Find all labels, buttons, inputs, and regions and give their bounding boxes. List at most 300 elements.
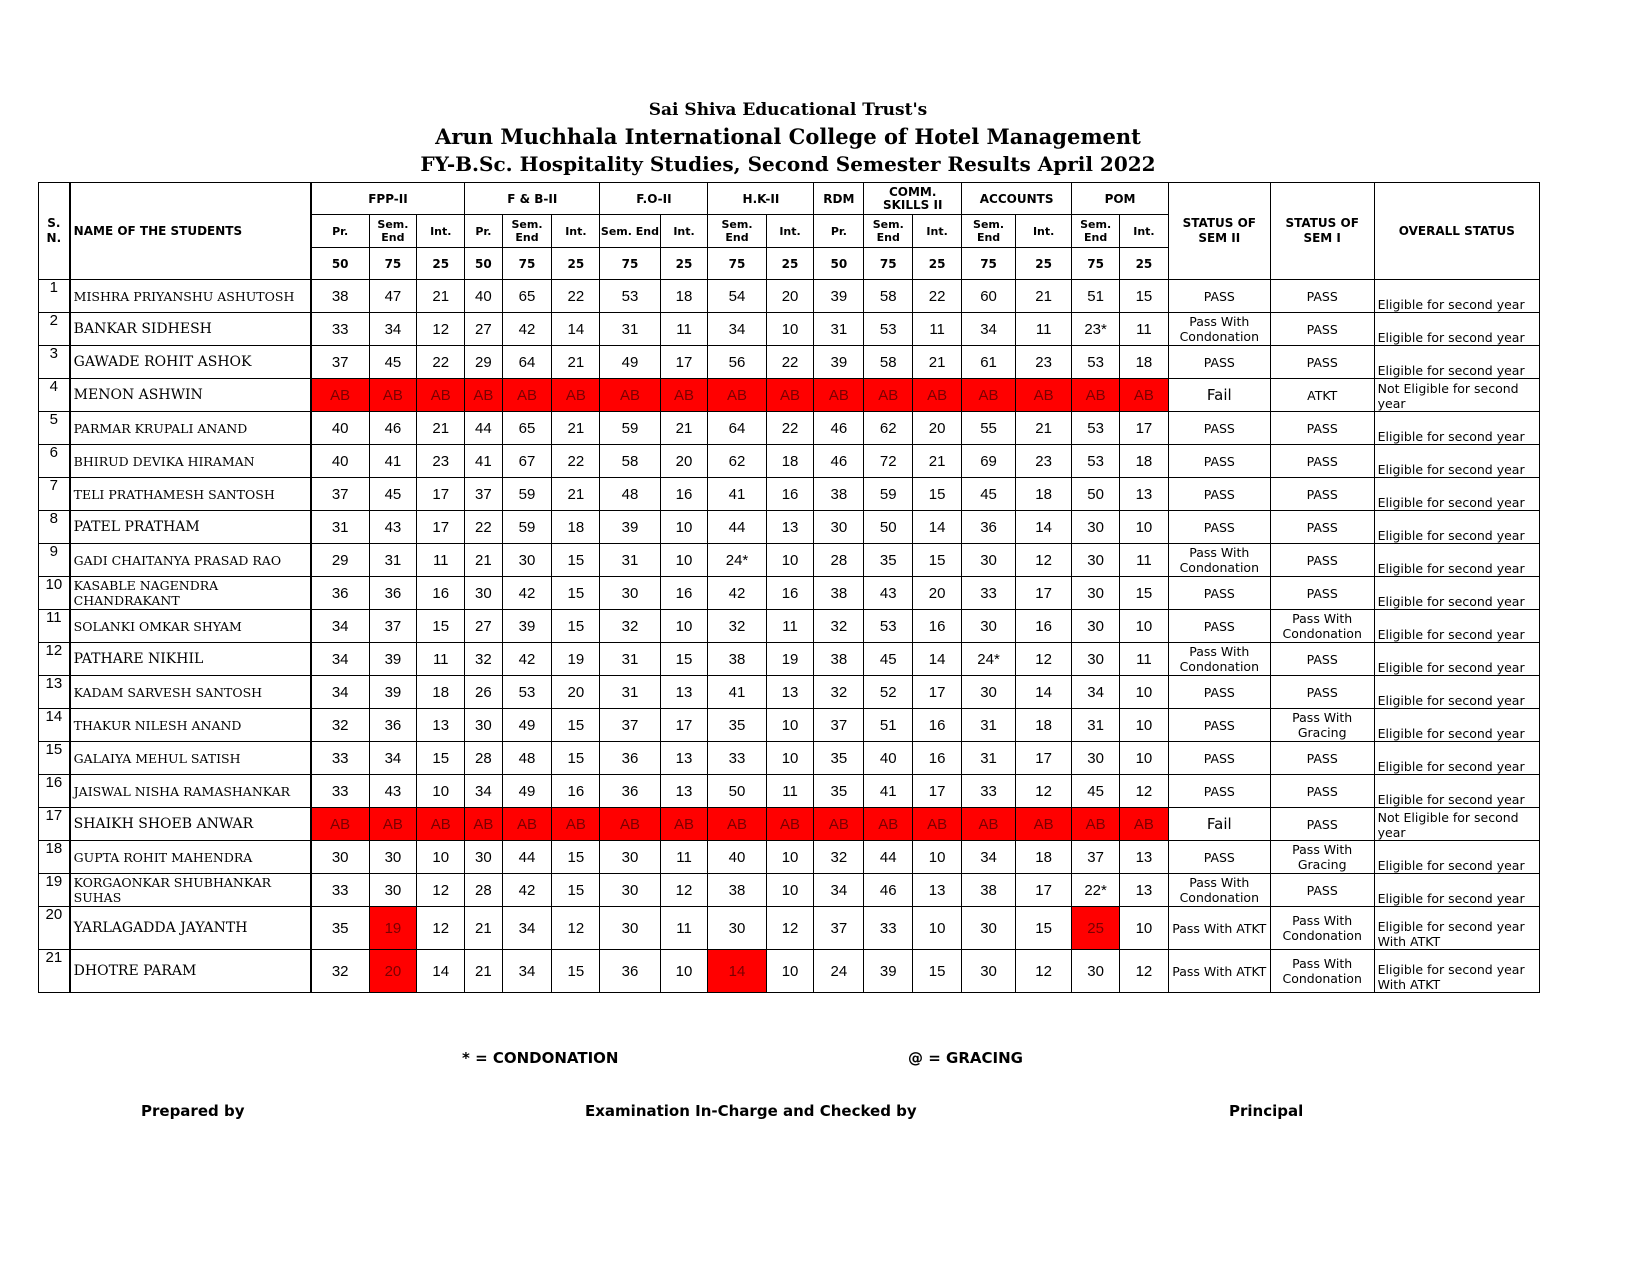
mark-cell: 39 — [814, 280, 864, 313]
mark-cell: 37 — [311, 346, 369, 379]
trust-name: Sai Shiva Educational Trust's — [648, 100, 928, 120]
max-marks-cell: 25 — [766, 248, 814, 280]
mark-cell: AB — [814, 808, 864, 841]
mark-cell: 34 — [465, 775, 502, 808]
student-name: KORGAONKAR SHUBHANKAR SUHAS — [70, 874, 311, 907]
mark-cell: 32 — [600, 610, 660, 643]
mark-cell: AB — [962, 379, 1016, 412]
mark-cell: 42 — [502, 313, 552, 346]
mark-cell: 45 — [369, 346, 417, 379]
mark-cell: 30 — [1072, 643, 1120, 676]
mark-cell: 39 — [600, 511, 660, 544]
mark-cell: 15 — [552, 577, 600, 610]
status-sem1: PASS — [1270, 808, 1374, 841]
student-name: MENON ASHWIN — [70, 379, 311, 412]
mark-cell: 38 — [814, 577, 864, 610]
mark-cell: 28 — [465, 742, 502, 775]
mark-cell: 44 — [502, 841, 552, 874]
mark-cell: 37 — [311, 478, 369, 511]
mark-cell: 12 — [1016, 950, 1072, 993]
student-name: GADI CHAITANYA PRASAD RAO — [70, 544, 311, 577]
mark-cell: 30 — [1072, 950, 1120, 993]
mark-cell: 46 — [814, 412, 864, 445]
mark-cell: AB — [600, 808, 660, 841]
mark-cell: 22 — [552, 280, 600, 313]
status-sem2: PASS — [1168, 445, 1270, 478]
mark-cell: 21 — [552, 478, 600, 511]
subheader-cell: Int. — [1120, 215, 1169, 248]
mark-cell: 14 — [913, 511, 962, 544]
mark-cell: 30 — [465, 841, 502, 874]
subheader-cell: Int. — [766, 215, 814, 248]
mark-cell: 15 — [660, 643, 708, 676]
mark-cell: 30 — [708, 907, 766, 950]
mark-cell: 13 — [913, 874, 962, 907]
subheader-cell: Sem. End — [502, 215, 552, 248]
serial-number: 2 — [39, 313, 70, 346]
status-sem2: Fail — [1168, 379, 1270, 412]
mark-cell: 30 — [1072, 511, 1120, 544]
mark-cell: 18 — [552, 511, 600, 544]
mark-cell: AB — [311, 379, 369, 412]
mark-cell: 34 — [814, 874, 864, 907]
mark-cell: 38 — [962, 874, 1016, 907]
student-name: GAWADE ROHIT ASHOK — [70, 346, 311, 379]
mark-cell: 10 — [1120, 511, 1169, 544]
mark-cell: 22 — [913, 280, 962, 313]
mark-cell: 39 — [502, 610, 552, 643]
mark-cell: 30 — [1072, 610, 1120, 643]
group-fo: F.O-II — [600, 183, 708, 215]
mark-cell: 39 — [369, 676, 417, 709]
mark-cell: 59 — [600, 412, 660, 445]
mark-cell: 30 — [962, 676, 1016, 709]
status-sem2: PASS — [1168, 280, 1270, 313]
mark-cell: 12 — [1016, 643, 1072, 676]
mark-cell: 31 — [600, 544, 660, 577]
mark-cell: 17 — [660, 346, 708, 379]
status-sem2: PASS — [1168, 775, 1270, 808]
mark-cell: 21 — [913, 346, 962, 379]
overall-status: Eligible for second year — [1374, 478, 1539, 511]
mark-cell: 33 — [864, 907, 913, 950]
mark-cell: 10 — [766, 544, 814, 577]
mark-cell: 34 — [311, 643, 369, 676]
mark-cell: 14 — [552, 313, 600, 346]
serial-number: 14 — [39, 709, 70, 742]
serial-number: 8 — [39, 511, 70, 544]
mark-cell: 23* — [1072, 313, 1120, 346]
mark-cell: 10 — [766, 742, 814, 775]
serial-number: 17 — [39, 808, 70, 841]
status-sem1: Pass With Condonation — [1270, 950, 1374, 993]
student-name: BANKAR SIDHESH — [70, 313, 311, 346]
mark-cell: 17 — [660, 709, 708, 742]
overall-status: Eligible for second year — [1374, 610, 1539, 643]
mark-cell: 17 — [1016, 742, 1072, 775]
mark-cell: 40 — [311, 445, 369, 478]
mark-cell: AB — [552, 808, 600, 841]
mark-cell: 30 — [1072, 544, 1120, 577]
mark-cell: 34 — [1072, 676, 1120, 709]
mark-cell: AB — [864, 808, 913, 841]
mark-cell: 67 — [502, 445, 552, 478]
mark-cell: 22* — [1072, 874, 1120, 907]
status-sem1: PASS — [1270, 478, 1374, 511]
mark-cell: 19 — [552, 643, 600, 676]
mark-cell: 12 — [766, 907, 814, 950]
mark-cell: 53 — [1072, 445, 1120, 478]
mark-cell: 10 — [660, 544, 708, 577]
subheader-cell: Pr. — [814, 215, 864, 248]
student-row — [39, 950, 1540, 993]
mark-cell: 18 — [660, 280, 708, 313]
mark-cell: 23 — [1016, 346, 1072, 379]
mark-cell: AB — [1016, 808, 1072, 841]
mark-cell: 38 — [814, 643, 864, 676]
mark-cell: 72 — [864, 445, 913, 478]
mark-cell: 18 — [766, 445, 814, 478]
mark-cell: 43 — [369, 511, 417, 544]
mark-cell: 19 — [369, 907, 417, 950]
mark-cell: 13 — [1120, 478, 1169, 511]
group-pom: POM — [1072, 183, 1169, 215]
mark-cell: 16 — [913, 709, 962, 742]
mark-cell: 12 — [1016, 544, 1072, 577]
mark-cell: 30 — [962, 907, 1016, 950]
mark-cell: 28 — [814, 544, 864, 577]
mark-cell: 45 — [864, 643, 913, 676]
student-row — [39, 775, 1540, 808]
mark-cell: 30 — [962, 950, 1016, 993]
mark-cell: 47 — [369, 280, 417, 313]
status-sem2: PASS — [1168, 841, 1270, 874]
mark-cell: 11 — [766, 610, 814, 643]
mark-cell: 51 — [864, 709, 913, 742]
student-row — [39, 412, 1540, 445]
mark-cell: 26 — [465, 676, 502, 709]
mark-cell: 16 — [660, 577, 708, 610]
mark-cell: 11 — [1120, 643, 1169, 676]
student-name: SHAIKH SHOEB ANWAR — [70, 808, 311, 841]
status-sem2: PASS — [1168, 412, 1270, 445]
mark-cell: 10 — [660, 950, 708, 993]
status-sem1: PASS — [1270, 643, 1374, 676]
mark-cell: 11 — [660, 841, 708, 874]
student-row — [39, 742, 1540, 775]
mark-cell: 16 — [913, 742, 962, 775]
mark-cell: 15 — [1120, 280, 1169, 313]
mark-cell: 14 — [913, 643, 962, 676]
student-row — [39, 907, 1540, 950]
overall-status: Eligible for second year — [1374, 346, 1539, 379]
mark-cell: 15 — [552, 544, 600, 577]
mark-cell: 11 — [660, 907, 708, 950]
mark-cell: 30 — [465, 577, 502, 610]
mark-cell: 15 — [552, 742, 600, 775]
mark-cell: 42 — [502, 874, 552, 907]
mark-cell: 15 — [552, 950, 600, 993]
subheader-cell: Pr. — [311, 215, 369, 248]
status-sem1: PASS — [1270, 577, 1374, 610]
mark-cell: 69 — [962, 445, 1016, 478]
mark-cell: 50 — [708, 775, 766, 808]
mark-cell: 41 — [708, 676, 766, 709]
mark-cell: 17 — [913, 676, 962, 709]
overall-status: Eligible for second year — [1374, 412, 1539, 445]
mark-cell: 13 — [1120, 874, 1169, 907]
mark-cell: 11 — [766, 775, 814, 808]
student-name: KASABLE NAGENDRA CHANDRAKANT — [70, 577, 311, 610]
mark-cell: 52 — [864, 676, 913, 709]
mark-cell: AB — [502, 808, 552, 841]
max-marks-cell: 50 — [814, 248, 864, 280]
mark-cell: 65 — [502, 280, 552, 313]
serial-number: 20 — [39, 907, 70, 950]
mark-cell: 27 — [465, 610, 502, 643]
mark-cell: AB — [1120, 379, 1169, 412]
status-sem2: PASS — [1168, 610, 1270, 643]
mark-cell: AB — [1072, 379, 1120, 412]
overall-status: Eligible for second year — [1374, 874, 1539, 907]
student-row — [39, 313, 1540, 346]
mark-cell: 18 — [1016, 478, 1072, 511]
col-name: NAME OF THE STUDENTS — [70, 183, 311, 280]
mark-cell: 54 — [708, 280, 766, 313]
mark-cell: 30 — [600, 841, 660, 874]
mark-cell: AB — [913, 379, 962, 412]
mark-cell: 10 — [766, 709, 814, 742]
mark-cell: 12 — [1120, 950, 1169, 993]
mark-cell: 62 — [708, 445, 766, 478]
student-row — [39, 808, 1540, 841]
subheader-cell: Int. — [417, 215, 465, 248]
mark-cell: 32 — [311, 709, 369, 742]
mark-cell: 50 — [864, 511, 913, 544]
subheader-cell: Pr. — [465, 215, 502, 248]
mark-cell: 10 — [417, 775, 465, 808]
student-name: PATHARE NIKHIL — [70, 643, 311, 676]
group-comm: COMM. SKILLS II — [864, 183, 962, 215]
mark-cell: 39 — [864, 950, 913, 993]
overall-status: Eligible for second year — [1374, 676, 1539, 709]
mark-cell: 21 — [417, 280, 465, 313]
mark-cell: 38 — [708, 643, 766, 676]
mark-cell: 53 — [502, 676, 552, 709]
mark-cell: 44 — [708, 511, 766, 544]
mark-cell: 58 — [864, 346, 913, 379]
status-sem2: Pass With Condonation — [1168, 313, 1270, 346]
student-row — [39, 610, 1540, 643]
status-sem1: PASS — [1270, 412, 1374, 445]
mark-cell: 31 — [962, 742, 1016, 775]
mark-cell: 42 — [502, 643, 552, 676]
mark-cell: 14 — [1016, 676, 1072, 709]
student-row — [39, 874, 1540, 907]
mark-cell: 36 — [600, 950, 660, 993]
mark-cell: 35 — [814, 775, 864, 808]
mark-cell: AB — [465, 379, 502, 412]
serial-number: 5 — [39, 412, 70, 445]
mark-cell: 33 — [708, 742, 766, 775]
mark-cell: 10 — [1120, 709, 1169, 742]
mark-cell: AB — [502, 379, 552, 412]
mark-cell: 41 — [369, 445, 417, 478]
status-sem1: PASS — [1270, 775, 1374, 808]
status-sem2: Pass With Condonation — [1168, 643, 1270, 676]
serial-number: 7 — [39, 478, 70, 511]
mark-cell: 21 — [465, 544, 502, 577]
mark-cell: 65 — [502, 412, 552, 445]
mark-cell: 15 — [552, 841, 600, 874]
mark-cell: AB — [814, 379, 864, 412]
status-sem2: Pass With Condonation — [1168, 874, 1270, 907]
student-row — [39, 841, 1540, 874]
mark-cell: 17 — [417, 511, 465, 544]
mark-cell: 15 — [1016, 907, 1072, 950]
mark-cell: 13 — [417, 709, 465, 742]
status-sem1: PASS — [1270, 280, 1374, 313]
overall-status: Eligible for second year — [1374, 313, 1539, 346]
mark-cell: 29 — [465, 346, 502, 379]
subheader-cell: Sem. End — [600, 215, 660, 248]
mark-cell: 34 — [311, 676, 369, 709]
mark-cell: 58 — [864, 280, 913, 313]
mark-cell: 53 — [1072, 412, 1120, 445]
mark-cell: 10 — [1120, 676, 1169, 709]
mark-cell: 21 — [465, 907, 502, 950]
mark-cell: 17 — [417, 478, 465, 511]
mark-cell: 15 — [913, 544, 962, 577]
mark-cell: 37 — [600, 709, 660, 742]
mark-cell: 59 — [864, 478, 913, 511]
mark-cell: AB — [766, 808, 814, 841]
student-name: YARLAGADDA JAYANTH — [70, 907, 311, 950]
mark-cell: 34 — [962, 841, 1016, 874]
serial-number: 6 — [39, 445, 70, 478]
mark-cell: 50 — [1072, 478, 1120, 511]
mark-cell: 30 — [962, 544, 1016, 577]
mark-cell: 11 — [660, 313, 708, 346]
student-row — [39, 280, 1540, 313]
mark-cell: 35 — [814, 742, 864, 775]
mark-cell: 11 — [417, 643, 465, 676]
mark-cell: 21 — [913, 445, 962, 478]
mark-cell: AB — [660, 379, 708, 412]
student-row — [39, 544, 1540, 577]
mark-cell: 17 — [1016, 577, 1072, 610]
mark-cell: 23 — [1016, 445, 1072, 478]
max-marks-cell: 25 — [913, 248, 962, 280]
mark-cell: 32 — [814, 676, 864, 709]
mark-cell: 30 — [369, 874, 417, 907]
mark-cell: 53 — [1072, 346, 1120, 379]
serial-number: 18 — [39, 841, 70, 874]
mark-cell: 28 — [465, 874, 502, 907]
student-row — [39, 643, 1540, 676]
mark-cell: 22 — [552, 445, 600, 478]
mark-cell: 17 — [913, 775, 962, 808]
mark-cell: 39 — [369, 643, 417, 676]
max-marks-cell: 25 — [660, 248, 708, 280]
mark-cell: AB — [552, 379, 600, 412]
student-row — [39, 709, 1540, 742]
mark-cell: 12 — [417, 907, 465, 950]
mark-cell: 30 — [465, 709, 502, 742]
student-name: SOLANKI OMKAR SHYAM — [70, 610, 311, 643]
mark-cell: 16 — [552, 775, 600, 808]
mark-cell: 11 — [1016, 313, 1072, 346]
mark-cell: 56 — [708, 346, 766, 379]
mark-cell: 16 — [417, 577, 465, 610]
serial-number: 19 — [39, 874, 70, 907]
mark-cell: 30 — [600, 907, 660, 950]
mark-cell: 41 — [864, 775, 913, 808]
mark-cell: 15 — [417, 610, 465, 643]
mark-cell: 34 — [311, 610, 369, 643]
status-sem2: PASS — [1168, 346, 1270, 379]
mark-cell: 20 — [660, 445, 708, 478]
mark-cell: 30 — [1072, 742, 1120, 775]
mark-cell: 21 — [660, 412, 708, 445]
mark-cell: 41 — [708, 478, 766, 511]
mark-cell: 10 — [766, 874, 814, 907]
mark-cell: 45 — [369, 478, 417, 511]
mark-cell: 12 — [660, 874, 708, 907]
status-sem1: Pass With Condonation — [1270, 907, 1374, 950]
mark-cell: 53 — [864, 313, 913, 346]
mark-cell: 31 — [1072, 709, 1120, 742]
mark-cell: 53 — [864, 610, 913, 643]
mark-cell: 36 — [311, 577, 369, 610]
mark-cell: 14 — [417, 950, 465, 993]
student-name: PATEL PRATHAM — [70, 511, 311, 544]
mark-cell: 45 — [962, 478, 1016, 511]
mark-cell: 13 — [660, 775, 708, 808]
mark-cell: 16 — [766, 478, 814, 511]
serial-number: 10 — [39, 577, 70, 610]
mark-cell: 13 — [1120, 841, 1169, 874]
mark-cell: 18 — [1120, 445, 1169, 478]
col-status-sem2: STATUS OF SEM II — [1168, 183, 1270, 280]
mark-cell: 58 — [600, 445, 660, 478]
mark-cell: 32 — [708, 610, 766, 643]
mark-cell: 21 — [417, 412, 465, 445]
mark-cell: AB — [1120, 808, 1169, 841]
mark-cell: 10 — [766, 950, 814, 993]
mark-cell: 32 — [311, 950, 369, 993]
mark-cell: 31 — [311, 511, 369, 544]
status-sem1: ATKT — [1270, 379, 1374, 412]
mark-cell: 37 — [1072, 841, 1120, 874]
group-hk: H.K-II — [708, 183, 814, 215]
mark-cell: AB — [962, 808, 1016, 841]
mark-cell: 64 — [708, 412, 766, 445]
mark-cell: 38 — [814, 478, 864, 511]
mark-cell: 10 — [913, 907, 962, 950]
mark-cell: 31 — [962, 709, 1016, 742]
mark-cell: 22 — [465, 511, 502, 544]
serial-number: 16 — [39, 775, 70, 808]
status-sem2: Pass With ATKT — [1168, 950, 1270, 993]
mark-cell: 37 — [814, 709, 864, 742]
mark-cell: 12 — [1016, 775, 1072, 808]
mark-cell: 31 — [369, 544, 417, 577]
mark-cell: 49 — [600, 346, 660, 379]
student-name: MISHRA PRIYANSHU ASHUTOSH — [70, 280, 311, 313]
mark-cell: 24* — [708, 544, 766, 577]
mark-cell: 15 — [552, 874, 600, 907]
